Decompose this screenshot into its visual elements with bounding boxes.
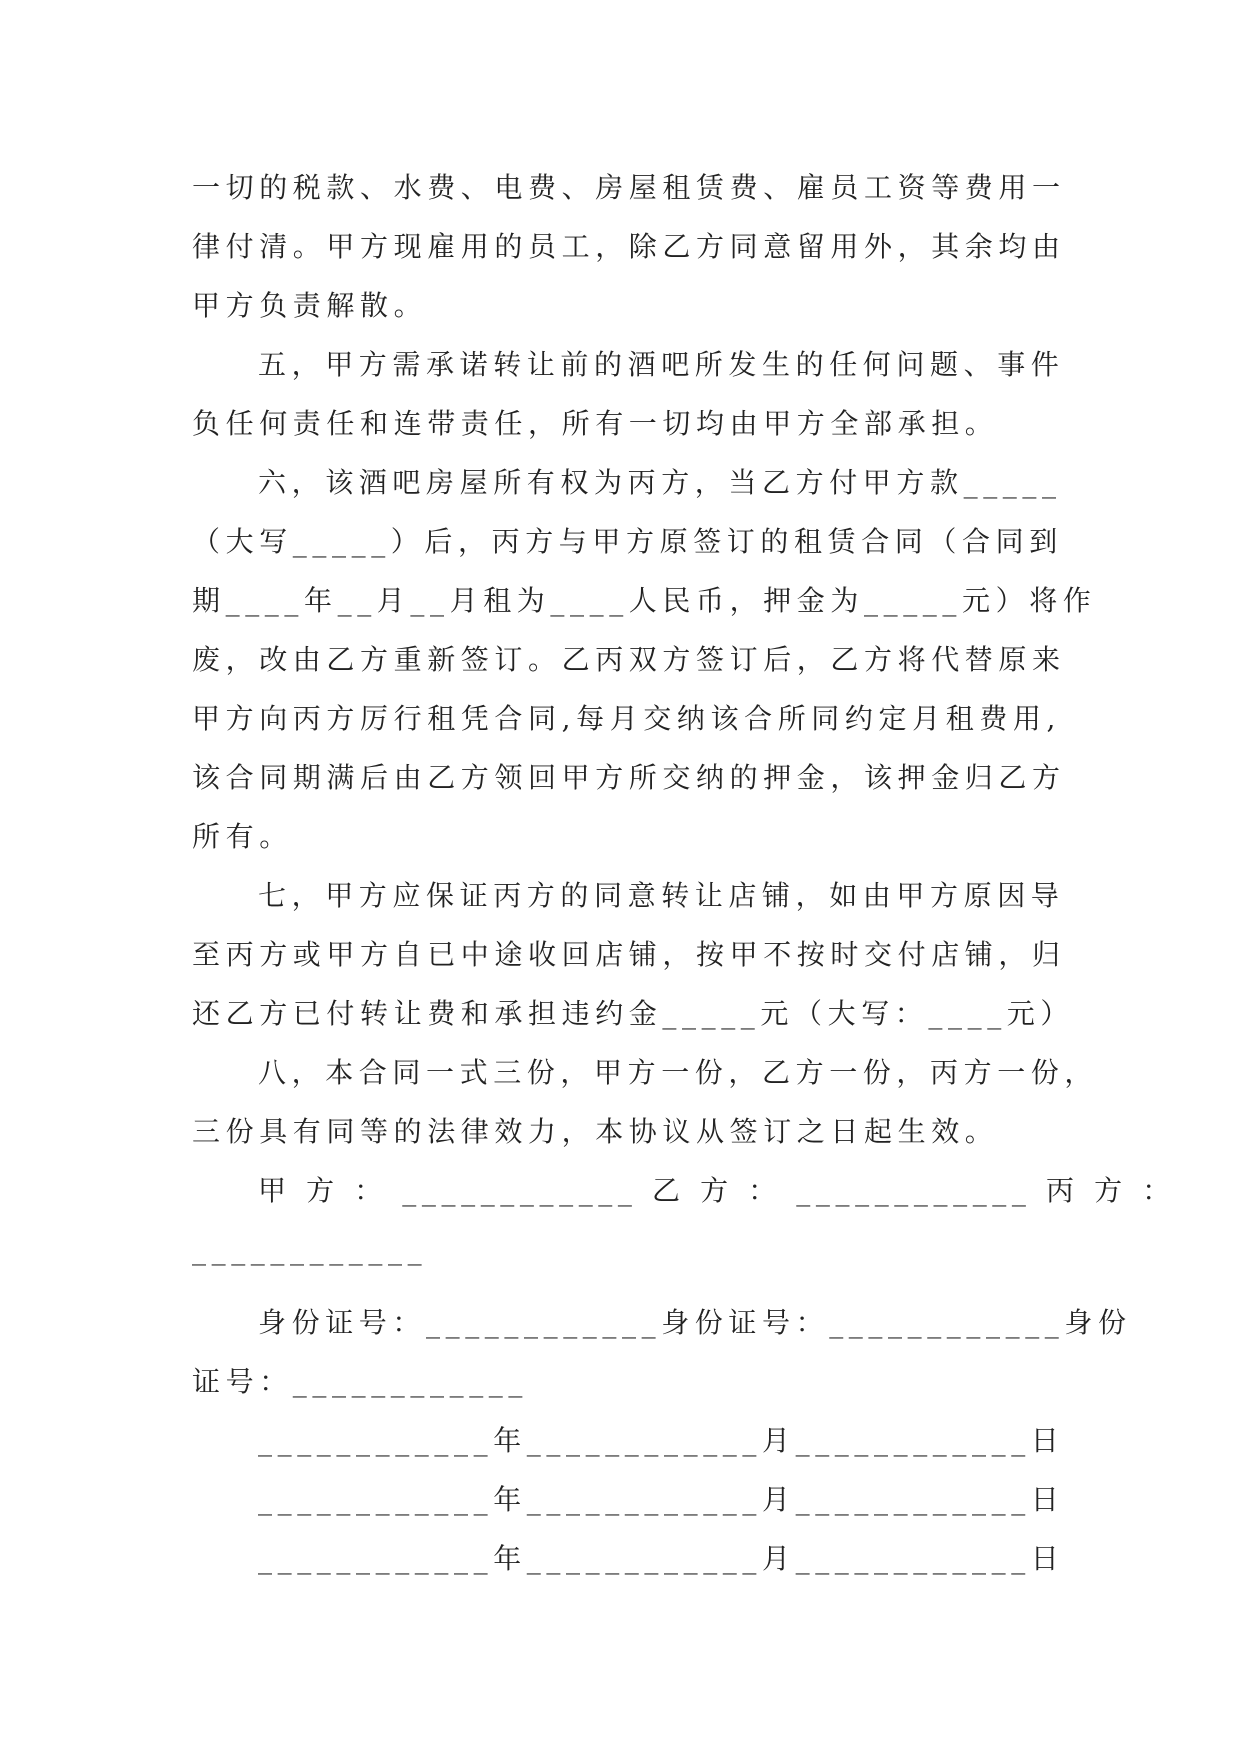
date-line: ____________年____________月____________日: [258, 1483, 1065, 1516]
text-line: 甲方向丙方厉行租凭合同,每月交纳该合所同约定月租费用,: [192, 702, 1062, 735]
id-number-line: 身份证号：____________身份证号：____________身份: [258, 1306, 1132, 1339]
clause-six-line: 六，该酒吧房屋所有权为丙方，当乙方付甲方款_____: [258, 466, 1062, 499]
text-line: 三份具有同等的法律效力，本协议从签订之日起生效。: [192, 1115, 999, 1148]
date-line: ____________年____________月____________日: [258, 1542, 1065, 1575]
text-line: 该合同期满后由乙方领回甲方所交纳的押金，该押金归乙方: [192, 761, 1066, 794]
text-line: 期____年__月__月租为____人民币，押金为_____元）将作: [192, 584, 1097, 617]
clause-five-line: 五，甲方需承诺转让前的酒吧所发生的任何问题、事件: [258, 348, 1065, 381]
text-line: 甲方负责解散。: [192, 289, 428, 322]
text-line: （大写_____）后，丙方与甲方原签订的租赁合同（合同到: [192, 525, 1063, 558]
text-line: 还乙方已付转让费和承担违约金_____元（大写：____元）: [192, 997, 1075, 1030]
party-signature-blank: ____________: [192, 1233, 428, 1266]
text-line: 所有。: [192, 820, 293, 853]
clause-eight-line: 八，本合同一式三份，甲方一份，乙方一份，丙方一份，: [258, 1056, 1099, 1089]
text-line: 律付清。甲方现雇用的员工，除乙方同意留用外，其余均由: [192, 230, 1066, 263]
date-line: ____________年____________月____________日: [258, 1424, 1065, 1457]
text-line: 一切的税款、水费、电费、房屋租赁费、雇员工资等费用一: [192, 171, 1066, 204]
text-line: 负任何责任和连带责任，所有一切均由甲方全部承担。: [192, 407, 999, 440]
clause-seven-line: 七，甲方应保证丙方的同意转让店铺，如由甲方原因导: [258, 879, 1065, 912]
text-line: 至丙方或甲方自已中途收回店铺，按甲不按时交付店铺，归: [192, 938, 1066, 971]
text-line: 废，改由乙方重新签订。乙丙双方签订后，乙方将代替原来: [192, 643, 1066, 676]
id-number-line: 证号：____________: [192, 1365, 529, 1398]
party-signature-line: 甲 方 ： ____________ 乙 方 ： ____________ 丙 方 ：: [258, 1174, 1176, 1207]
contract-body: [192, 158, 1176, 1588]
